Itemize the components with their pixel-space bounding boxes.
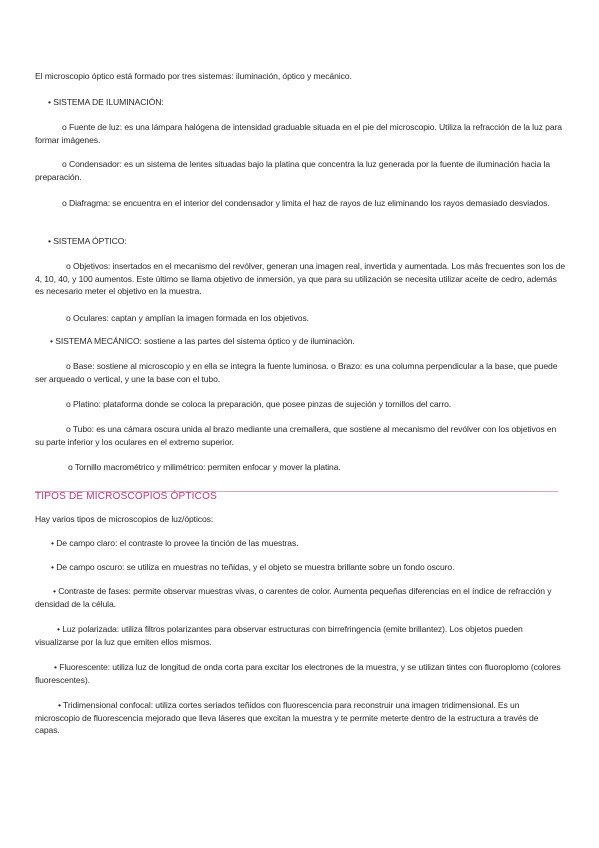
mechanical-item-tube: o Tubo: es una cámara oscura unida al brazo mediante una cremallera, que sostiene al mecanismo del revólver con los objetivos en su parte inferior y los oculares en el extremo superior. (35, 424, 557, 447)
section-title: TIPOS DE MICROSCOPIOS ÓPTICOS (35, 491, 217, 502)
type-item-polarized-light: • Luz polarizada: utiliza filtros polarizantes para observar estructuras con birrefringencia (emite brillantez). Los objetos pueden visualizarse por la luz que emiten ellos mismos. (35, 624, 523, 647)
type-item-confocal: • Tridimensional confocal: utiliza cortes seriados teñidos con fluorescencia para reconstruir una imagen tridimensional. Es un microscopio de fluorescencia mejorado que lleva láseres que excitan la muestra y te permite meterte dentro de la estructura a través de capas. (35, 700, 539, 735)
types-intro: Hay varios tipos de microscopios de luz/ópticos: (35, 514, 214, 524)
type-item-dark-field: • De campo oscuro: se utiliza en muestras no teñidas, y el objeto se muestra brillante sobre un fondo oscuro. (51, 562, 455, 572)
type-item-bright-field: • De campo claro: el contraste lo provee la tinción de las muestras. (51, 538, 299, 548)
mechanical-item-focus-knobs: o Tornillo macrométrico y milimétrico: permiten enfocar y mover la platina. (68, 462, 341, 472)
illumination-item-condenser: o Condensador: es un sistema de lentes situadas bajo la platina que concentra la luz generada por la fuente de iluminación hacia la preparación. (35, 159, 551, 182)
illumination-item-diaphragm: o Diafragma: se encuentra en el interior del condensador y limita el haz de rayos de luz eliminando los rayos demasiado desviados. (62, 198, 550, 208)
type-item-phase-contrast: • Contraste de fases: permite observar muestras vivas, o carentes de color. Aumenta pequeñas diferencias en el índice de refracción y densidad de la célula. (35, 586, 552, 609)
type-item-fluorescent: • Fluorescente: utiliza luz de longitud de onda corta para excitar los electrones de la muestra, y se utilizan tintes con fluoroplomo (colores fluorescentes). (35, 662, 561, 685)
optical-heading: • SISTEMA ÓPTICO: (48, 236, 127, 246)
optical-item-objectives: o Objetivos: insertados en el mecanismo del revólver, generan una imagen real, invertida y aumentada. Los más frecuentes son los de 4, 10, 40, y 100 aumentos. Este último se llama objetivo de inmersión, ya que para su utilización se necesita utilizar aceite de cedro, además es necesario meter el objetivo en la muestra. (35, 261, 565, 296)
mechanical-item-stage: o Platino: plataforma donde se coloca la preparación, que posee pinzas de sujeción y tornillos del carro. (66, 399, 452, 409)
mechanical-item-base-arm: o Base: sostiene al microscopio y en ella se integra la fuente luminosa. o Brazo: es una columna perpendicular a la base, que puede ser arqueado o vertical, y une la base con el tubo. (35, 361, 558, 384)
intro-paragraph: El microscopio óptico está formado por tres sistemas: iluminación, óptico y mecánico. (35, 71, 352, 81)
optical-item-eyepieces: o Oculares: captan y amplían la imagen formada en los objetivos. (66, 313, 309, 323)
illumination-heading: • SISTEMA DE ILUMINACIÓN: (48, 97, 164, 107)
mechanical-heading: • SISTEMA MECÁNICO: sostiene a las partes del sistema óptico y de iluminación. (50, 336, 355, 346)
illumination-item-light-source: o Fuente de luz: es una lámpara halógena de intensidad graduable situada en el pie del microscopio. Utiliza la refracción de la luz para formar imágenes. (35, 122, 562, 145)
